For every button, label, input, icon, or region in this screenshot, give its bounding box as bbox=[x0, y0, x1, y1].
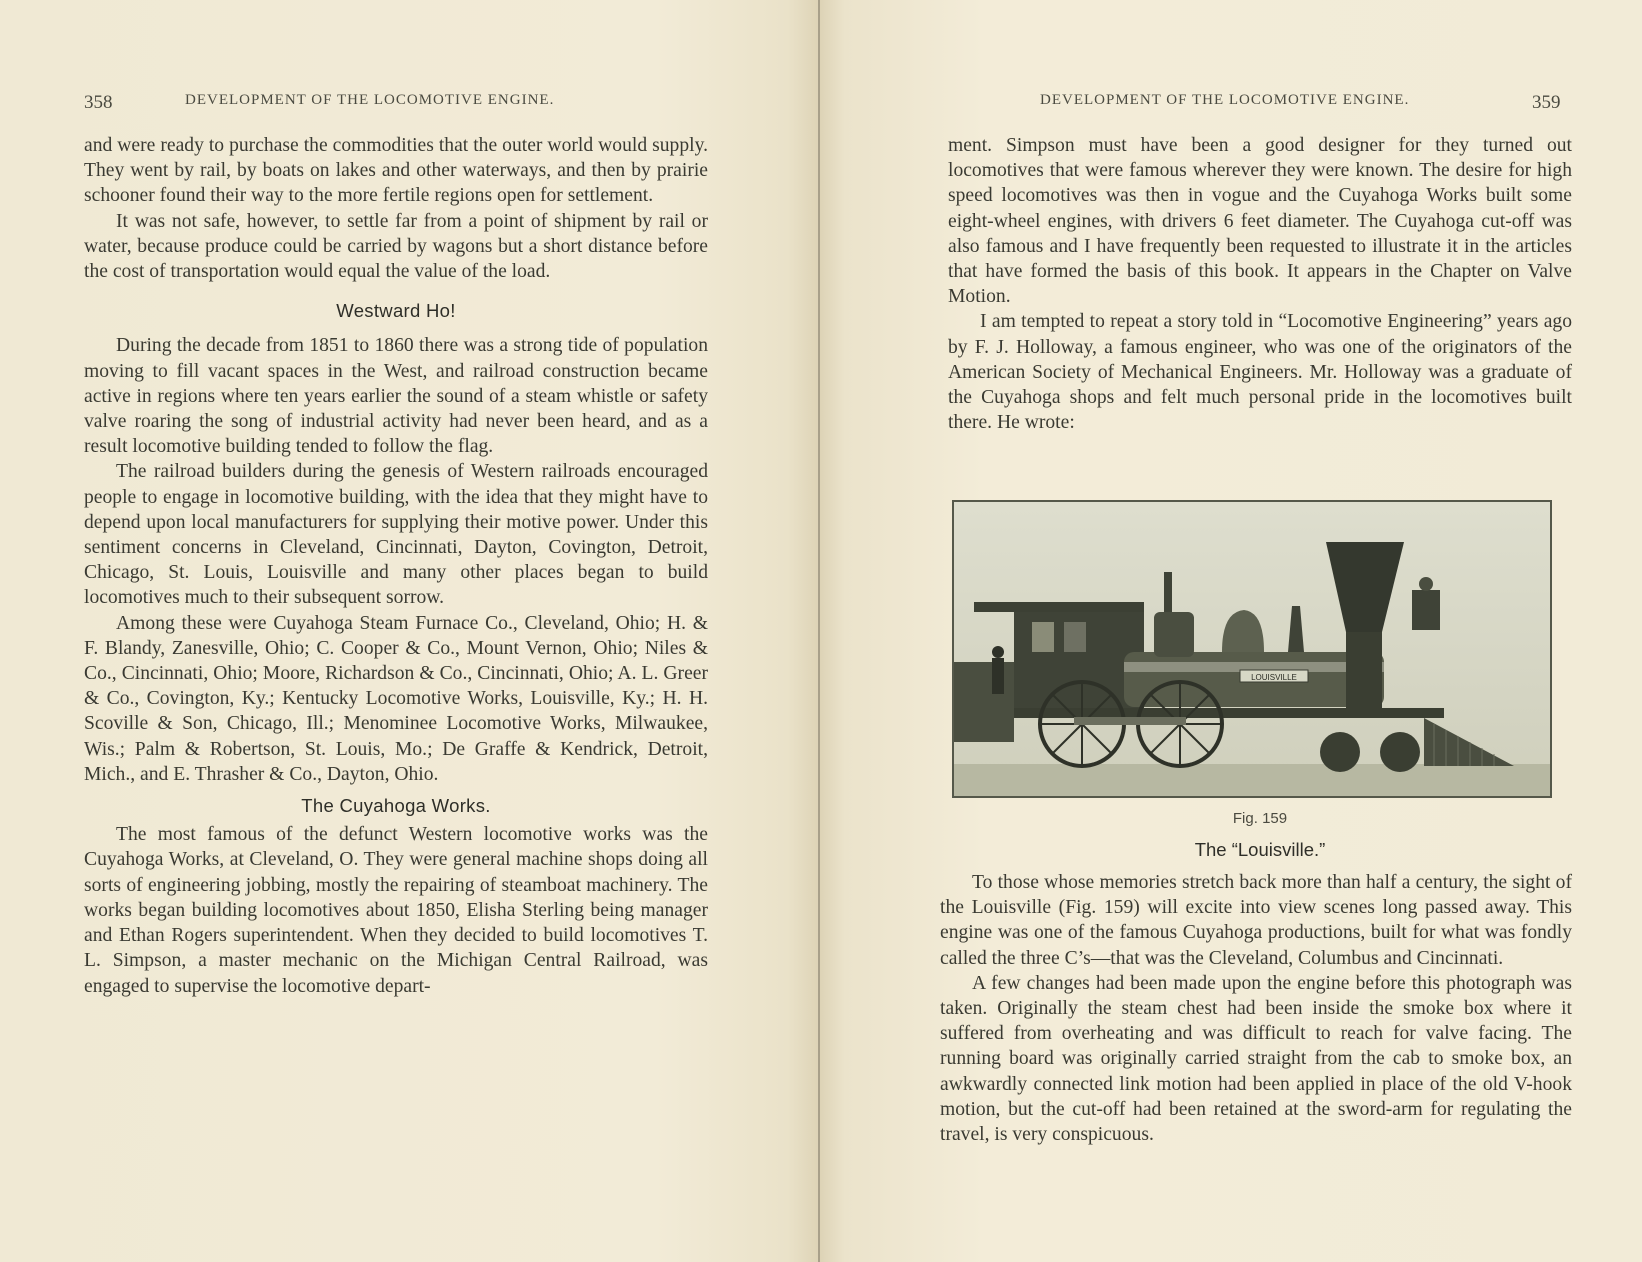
left-text-column bbox=[84, 133, 708, 999]
figure-caption: Fig. 159 bbox=[1232, 810, 1288, 827]
paragraph: A few changes had been made upon the engine before this photograph was taken. Originally the steam chest had been inside the smoke box where it suffered from overheating and was difficult to reach for valve facing. The running board was originally carried straight from the cab to smoke box, an awkwardly connected link motion had been applied in place of the old V-hook motion, but the cut-off had been retained at the sword-arm for regulating the travel, is very conspicuous. bbox=[940, 972, 1572, 1146]
right-text-column bbox=[948, 133, 1572, 435]
paragraph: During the decade from 1851 to 1860 there was a strong tide of population moving to fill vacant spaces in the West, and railroad construction became active in regions where ten years earlier the sound of a steam whistle or safety valve roaring the song of industrial activity had never been heard, and as a result locomotive building tended to follow the flag. bbox=[84, 335, 708, 458]
left-page-header bbox=[84, 92, 113, 114]
right-text-column-after-figure bbox=[940, 870, 1572, 1147]
page-number: 359 bbox=[1532, 92, 1561, 113]
paragraph: The railroad builders during the genesis of Western railroads encouraged people to engage in locomotive building, with the idea that they might have to depend upon local manufacturers for supplying their motive power. Under this sentiment concerns in Cleveland, Cincinnati, Dayton, Covington, Detroit, Chicago, St. Louis, Louisville and many other places began to build locomotives much to their subsequent sorrow. bbox=[84, 461, 708, 609]
locomotive-illustration-icon bbox=[954, 502, 1550, 796]
section-heading: Westward Ho! bbox=[336, 300, 456, 322]
paragraph: ment. Simpson must have been a good designer for they turned out locomotives that were famous wherever they were known. The desire for high speed locomotives was then in vogue and the Cuyahoga Works built some eight-wheel engines, with drivers 6 feet diameter. The Cuyahoga cut-off was also famous and I have frequently been requested to illustrate it in the articles that have formed the basis of this book. It appears in the Chapter on Valve Motion. bbox=[948, 135, 1572, 308]
paragraph: The most famous of the defunct Western locomotive works was the Cuyahoga Works, at Cleveland, O. They were general machine shops doing all sorts of engineering jobbing, mostly the repairing of steamboat machinery. The works began building locomotives about 1850, Elisha Sterling being manager and Ethan Rogers superintendent. When they decided to build locomotives T. L. Simpson, a master mechanic on the Michigan Central Railroad, was engaged to supervise the locomotive depart- bbox=[84, 824, 708, 997]
page-number: 358 bbox=[84, 92, 113, 113]
right-page-header bbox=[1532, 92, 1561, 114]
paragraph: It was not safe, however, to settle far from a point of shipment by rail or water, because produce could be carried by wagons but a short distance before the cost of transportation would equal the value of the load. bbox=[84, 210, 708, 283]
paragraph: To those whose memories stretch back more than half a century, the sight of the Louisville (Fig. 159) will excite into view scenes long passed away. This engine was one of the famous Cuyahoga productions, built for what was fondly called the three C’s—that was the Cleveland, Columbus and Cincinnati. bbox=[940, 872, 1572, 969]
locomotive-photo bbox=[952, 500, 1552, 798]
running-head-right: DEVELOPMENT OF THE LOCOMOTIVE ENGINE. bbox=[1040, 92, 1410, 108]
running-head-left: DEVELOPMENT OF THE LOCOMOTIVE ENGINE. bbox=[185, 92, 555, 108]
section-heading: The Cuyahoga Works. bbox=[301, 795, 491, 817]
svg-text:LOUISVILLE: LOUISVILLE bbox=[1251, 673, 1297, 682]
paragraph: and were ready to purchase the commodities that the outer world would supply. They went by rail, by boats on lakes and other waterways, and then by prairie schooner found their way to the more fertile regions open for settlement. bbox=[84, 135, 708, 207]
paragraph: I am tempted to repeat a story told in “Locomotive Engineering” years ago by F. J. Holloway, a famous engineer, who was one of the originators of the American Society of Mechanical Engineers. Mr. Holloway was a graduate of the Cuyahoga shops and felt much personal pride in the locomotives built there. He wrote: bbox=[948, 311, 1572, 434]
paragraph: Among these were Cuyahoga Steam Furnace Co., Cleveland, Ohio; H. & F. Blandy, Zanesville, Ohio; C. Cooper & Co., Mount Vernon, Ohio; Niles & Co., Cincinnati, Ohio; Moore, Richardson & Co., Cincinnati, Ohio; A. L. Greer & Co., Covington, Ky.; Kentucky Locomotive Works, Louisville, Ky.; H. H. Scoville & Son, Chicago, Ill.; Menominee Locomotive Works, Milwaukee, Wis.; Palm & Robertson, St. Louis, Mo.; De Graffe & Kendrick, Detroit, Mich., and E. Thrasher & Co., Dayton, Ohio. bbox=[84, 612, 708, 785]
left-page bbox=[0, 0, 820, 1262]
figure-title: The “Louisville.” bbox=[1194, 839, 1326, 860]
